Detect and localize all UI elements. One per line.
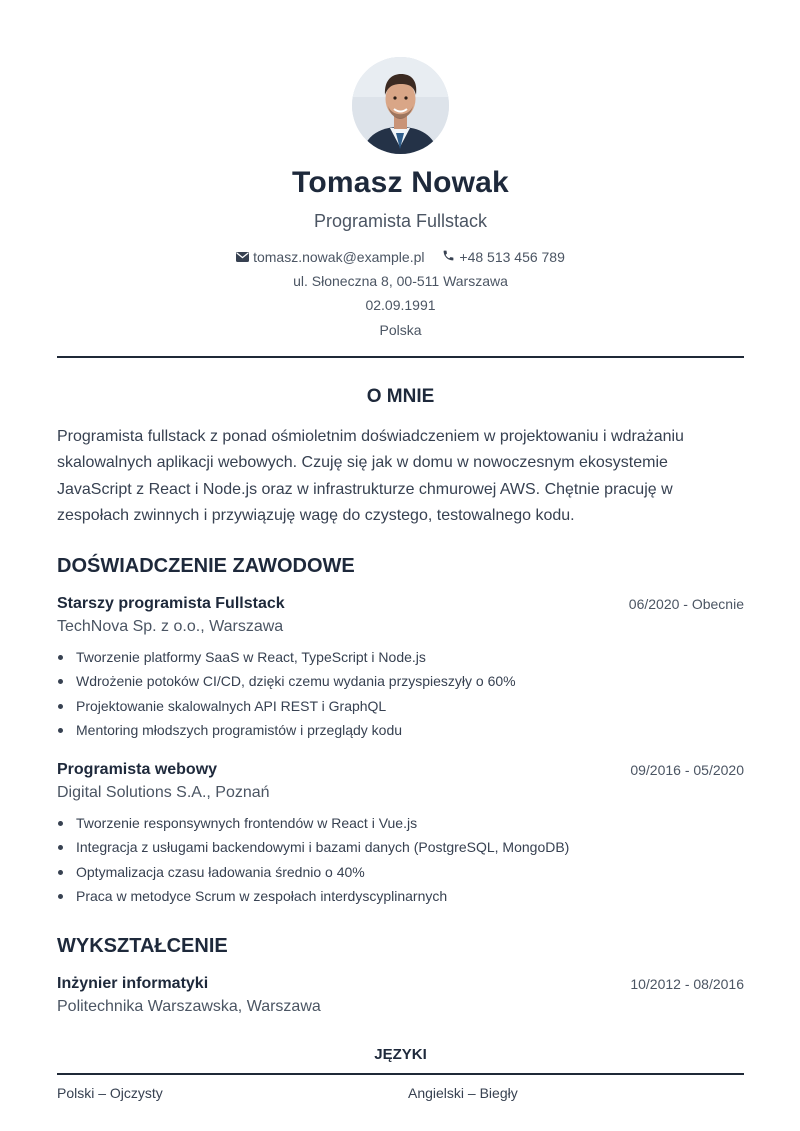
job-bullets <box>57 811 744 908</box>
job-bullets <box>57 645 744 742</box>
job-entry <box>57 761 744 908</box>
candidate-name: Tomasz Nowak <box>292 166 509 199</box>
experience-heading: DOŚWIADCZENIE ZAWODOWE <box>57 555 355 577</box>
phone-icon <box>442 249 459 265</box>
job-title: Programista Fullstack <box>313 211 488 231</box>
contact-row <box>57 249 744 265</box>
education-degree: Inżynier informatyki <box>57 975 209 992</box>
list-item: Tworzenie responsywnych frontendów w React i Vue.js <box>57 811 744 835</box>
country: Polska <box>379 322 422 338</box>
envelope-icon <box>236 249 253 265</box>
email-item[interactable] <box>236 249 424 265</box>
avatar <box>352 57 449 154</box>
birth-date: 02.09.1991 <box>365 297 436 313</box>
list-item: Integracja z usługami backendowymi i bazami danych (PostgreSQL, MongoDB) <box>57 835 744 859</box>
list-item: Mentoring młodszych programistów i przeglądy kodu <box>57 718 744 742</box>
job-dates: 06/2020 - Obecnie <box>628 596 744 612</box>
language-item: Polski – Ojczysty <box>57 1085 163 1101</box>
job-company: TechNova Sp. z o.o., Warszawa <box>57 618 284 635</box>
phone-item[interactable] <box>442 249 565 265</box>
email-text: tomasz.nowak@example.pl <box>253 249 425 265</box>
job-dates: 09/2016 - 05/2020 <box>630 762 744 778</box>
list-item: Praca w metodyce Scrum w zespołach interdyscyplinarnych <box>57 884 744 908</box>
list-item: Projektowanie skalowalnych API REST i GraphQL <box>57 694 744 718</box>
about-text: Programista fullstack z ponad ośmioletnim doświadczeniem w projektowaniu i wdrażaniu skalowalnych aplikacji webowych. Czuję się jak w domu w nowoczesnym ekosystemie JavaScript z React i Node.js oraz w infrastrukturze chmurowej AWS. Chętnie pracuję w zespołach zwinnych i przywiązuję wagę do czystego, testowalnego kodu. <box>57 428 684 524</box>
about-heading: O MNIE <box>366 386 435 407</box>
languages-divider <box>57 1073 744 1075</box>
job-company: Digital Solutions S.A., Poznań <box>57 784 270 801</box>
address: ul. Słoneczna 8, 00-511 Warszawa <box>293 273 508 289</box>
phone-text: +48 513 456 789 <box>459 249 565 265</box>
job-position: Starszy programista Fullstack <box>57 595 285 612</box>
list-item: Tworzenie platformy SaaS w React, TypeScript i Node.js <box>57 645 744 669</box>
job-entry <box>57 595 744 742</box>
list-item: Wdrożenie potoków CI/CD, dzięki czemu wydania przyspieszyły o 60% <box>57 669 744 693</box>
education-entry <box>57 975 744 1016</box>
education-heading: WYKSZTAŁCENIE <box>57 935 228 957</box>
job-position: Programista webowy <box>57 761 218 778</box>
education-school: Politechnika Warszawska, Warszawa <box>57 998 321 1015</box>
language-item: Angielski – Biegły <box>408 1085 518 1101</box>
languages-heading: JĘZYKI <box>374 1046 427 1063</box>
education-dates: 10/2012 - 08/2016 <box>630 976 744 992</box>
header-divider <box>57 356 744 358</box>
list-item: Optymalizacja czasu ładowania średnio o 40% <box>57 860 744 884</box>
